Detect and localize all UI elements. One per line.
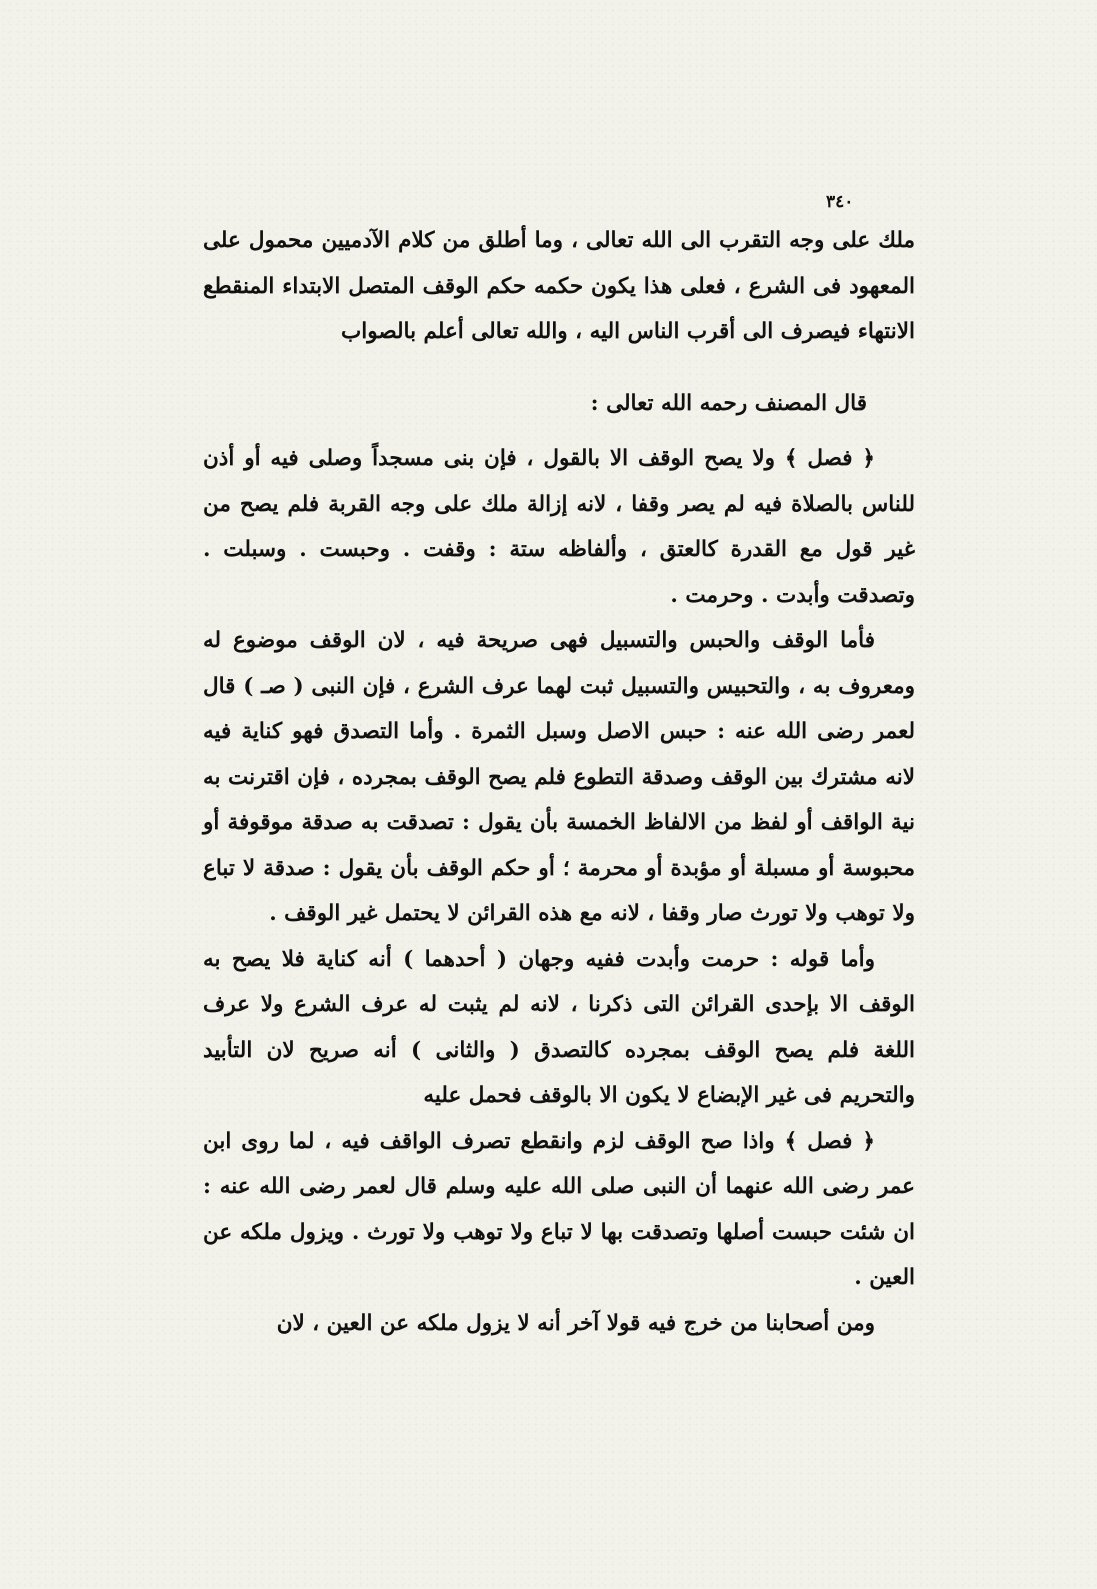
paragraph-two-views: وأما قوله : حرمت وأبدت ففيه وجهان ( أحدهما ) أنه كناية فلا يصح به الوقف الا بإحدى القرائن التى ذكرنا ، لانه لم يثبت له عرف الشرع ولا عرف اللغة فلم يصح الوقف بمجرده كالتصدق ( والثانى ) أنه صريح لان التأبيد والتحريم فى غير الإبضاع لا يكون الا بالوقف فحمل عليه <box>203 946 915 1108</box>
paragraph-author-heading: قال المصنف رحمه الله تعالى : <box>590 390 867 416</box>
paragraph-continuation: ملك على وجه التقرب الى الله تعالى ، وما أطلق من كلام الآدميين محمول على المعهود فى الشرع ، فعلى هذا يكون حكمه حكم الوقف المتصل الابتداء المنقطع الانتهاء فيصرف الى أقرب الناس اليه ، والله تعالى أعلم بالصواب <box>203 228 915 344</box>
paragraph-section-binding: ﴿ فصل ﴾ واذا صح الوقف لزم وانقطع تصرف الواقف فيه ، لما روى ابن عمر رضى الله عنهما أن النبى صلى الله عليه وسلم قال لعمر رضى الله عنه : ان شئت حبست أصلها وتصدقت بها لا تباع ولا توهب ولا تورث . ويزول ملكه عن العين . <box>203 1128 915 1290</box>
paragraph-section-wording: ﴿ فصل ﴾ ولا يصح الوقف الا بالقول ، فإن بنى مسجداً وصلى فيه أو أذن للناس بالصلاة فيه لم يصر وقفا ، لانه إزالة ملك على وجه القربة فلم يصح من غير قول مع القدرة كالعتق ، وألفاظه ستة : وقفت . وحبست . وسبلت . وتصدقت وأبدت . وحرمت . <box>203 446 915 608</box>
text-block <box>203 218 915 1398</box>
paragraph-explicit-terms: فأما الوقف والحبس والتسبيل فهى صريحة فيه ، لان الوقف موضوع له ومعروف به ، والتحبيس والتسبيل ثبت لهما عرف الشرع ، فإن النبى ( صـ ) قال لعمر رضى الله عنه : حبس الاصل وسبل الثمرة . وأما التصدق فهو كناية فيه لانه مشترك بين الوقف وصدقة التطوع فلم يصح الوقف بمجرده ، فإن اقترنت به نية الواقف أو لفظ من الالفاظ الخمسة بأن يقول : تصدقت به صدقة موقوفة أو محبوسة أو مسبلة أو مؤبدة أو محرمة ؛ أو حكم الوقف بأن يقول : صدقة لا تباع ولا توهب ولا تورث صار وقفا ، لانه مع هذه القرائن لا يحتمل غير الوقف . <box>203 628 915 926</box>
page-number: ٣٤٠ <box>826 192 854 212</box>
paragraph-other-opinion: ومن أصحابنا من خرج فيه قولا آخر أنه لا يزول ملكه عن العين ، لان <box>276 1310 875 1336</box>
